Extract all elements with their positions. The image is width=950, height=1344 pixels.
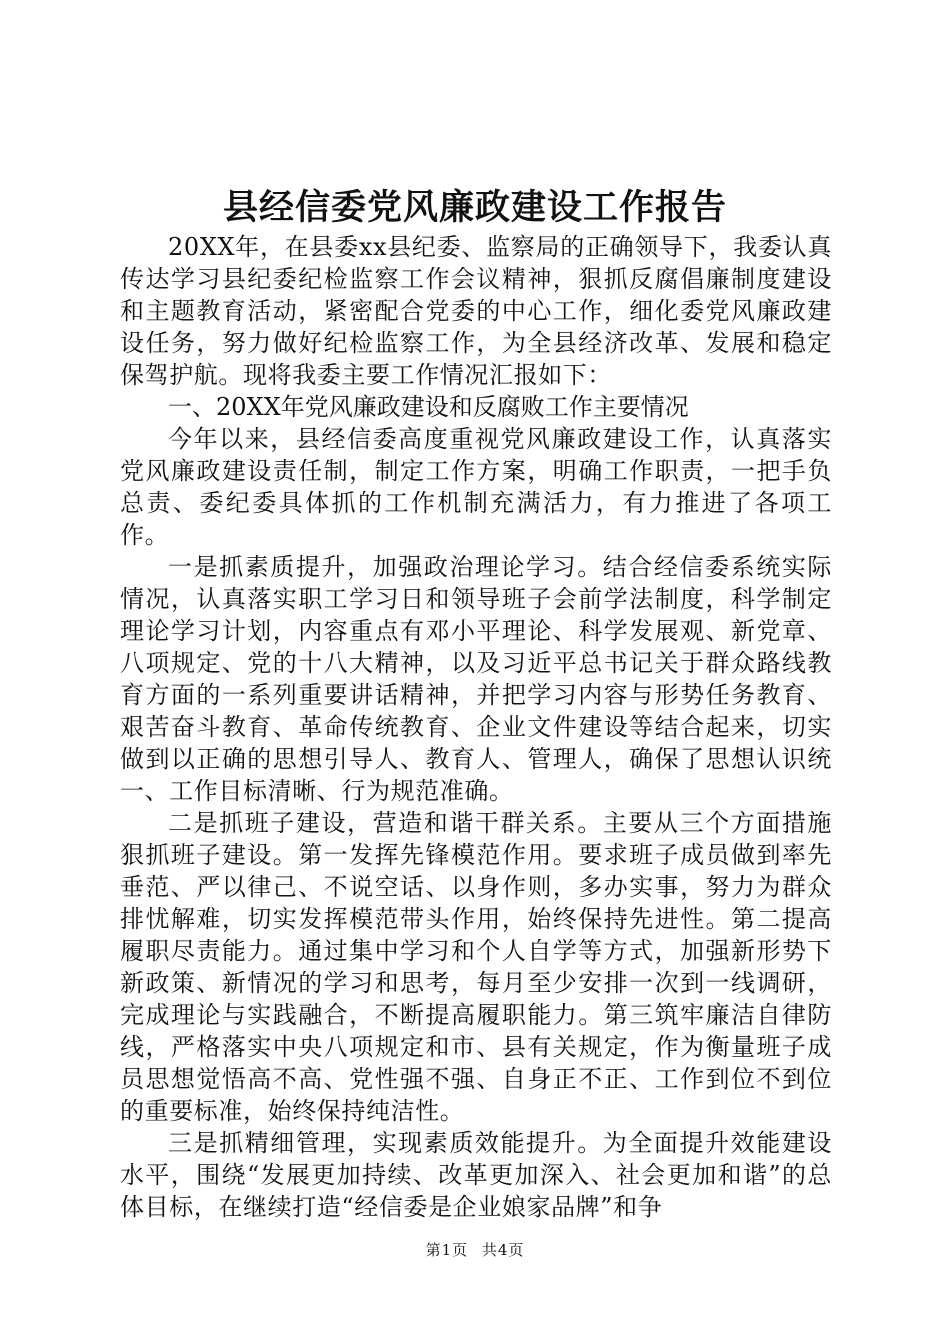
page-footer [0,1240,950,1260]
section-heading: 一、20XX年党风廉政建设和反腐败工作主要情况 [168,393,689,421]
paragraph-fine-management: 三是抓精细管理，实现素质效能提升。为全面提升效能建设水平，围绕“发展更加持续、改革更加深入、社会更加和谐”的总体目标，在继续打造“经信委是企业娘家品牌”和争 [120,1129,832,1221]
paragraph-overview: 今年以来，县经信委高度重视党风廉政建设工作，认真落实党风廉政建设责任制，制定工作方案，明确工作职责，一把手负总责、委纪委具体抓的工作机制充满活力，有力推进了各项工作。 [120,425,832,549]
paragraph-intro: 20XX年，在县委xx县纪委、监察局的正确领导下，我委认真传达学习县纪委纪检监察工作会议精神，狠抓反腐倡廉制度建设和主题教育活动，紧密配合党委的中心工作，细化委党风廉政建设任务，努力做好纪检监察工作，为全县经济改革、发展和稳定保驾护航。现将我委主要工作情况汇报如下： [120,233,832,389]
document-body [120,231,832,1223]
paragraph-team-building: 二是抓班子建设，营造和谐干群关系。主要从三个方面措施狠抓班子建设。第一发挥先锋模范作用。要求班子成员做到率先垂范、严以律己、不说空话、以身作则，多办实事，努力为群众排忧解难，切实发挥模范带头作用，始终保持先进性。第二提高履职尽责能力。通过集中学习和个人自学等方式，加强新形势下新政策、新情况的学习和思考，每月至少安排一次到一线调研，完成理论与实践融合，不断提高履职能力。第三筑牢廉洁自律防线，严格落实中央八项规定和市、县有关规定，作为衡量班子成员思想觉悟高不高、党性强不强、自身正不正、工作到位不到位的重要标准，始终保持纯洁性。 [120,809,832,1125]
document-title: 县经信委党风廉政建设工作报告 [222,187,727,228]
paragraph-theory-study: 一是抓素质提升，加强政治理论学习。结合经信委系统实际情况，认真落实职工学习日和领导班子会前学法制度，科学制定理论学习计划，内容重点有邓小平理论、科学发展观、新党章、八项规定、党的十八大精神，以及习近平总书记关于群众路线教育方面的一系列重要讲话精神，并把学习内容与形势任务教育、艰苦奋斗教育、革命传统教育、企业文件建设等结合起来，切实做到以正确的思想引导人、教育人、管理人，确保了思想认识统一、工作目标清晰、行为规范准确。 [120,553,832,805]
page-number: 第1页 [425,1241,469,1259]
page-total: 共4页 [481,1241,525,1259]
